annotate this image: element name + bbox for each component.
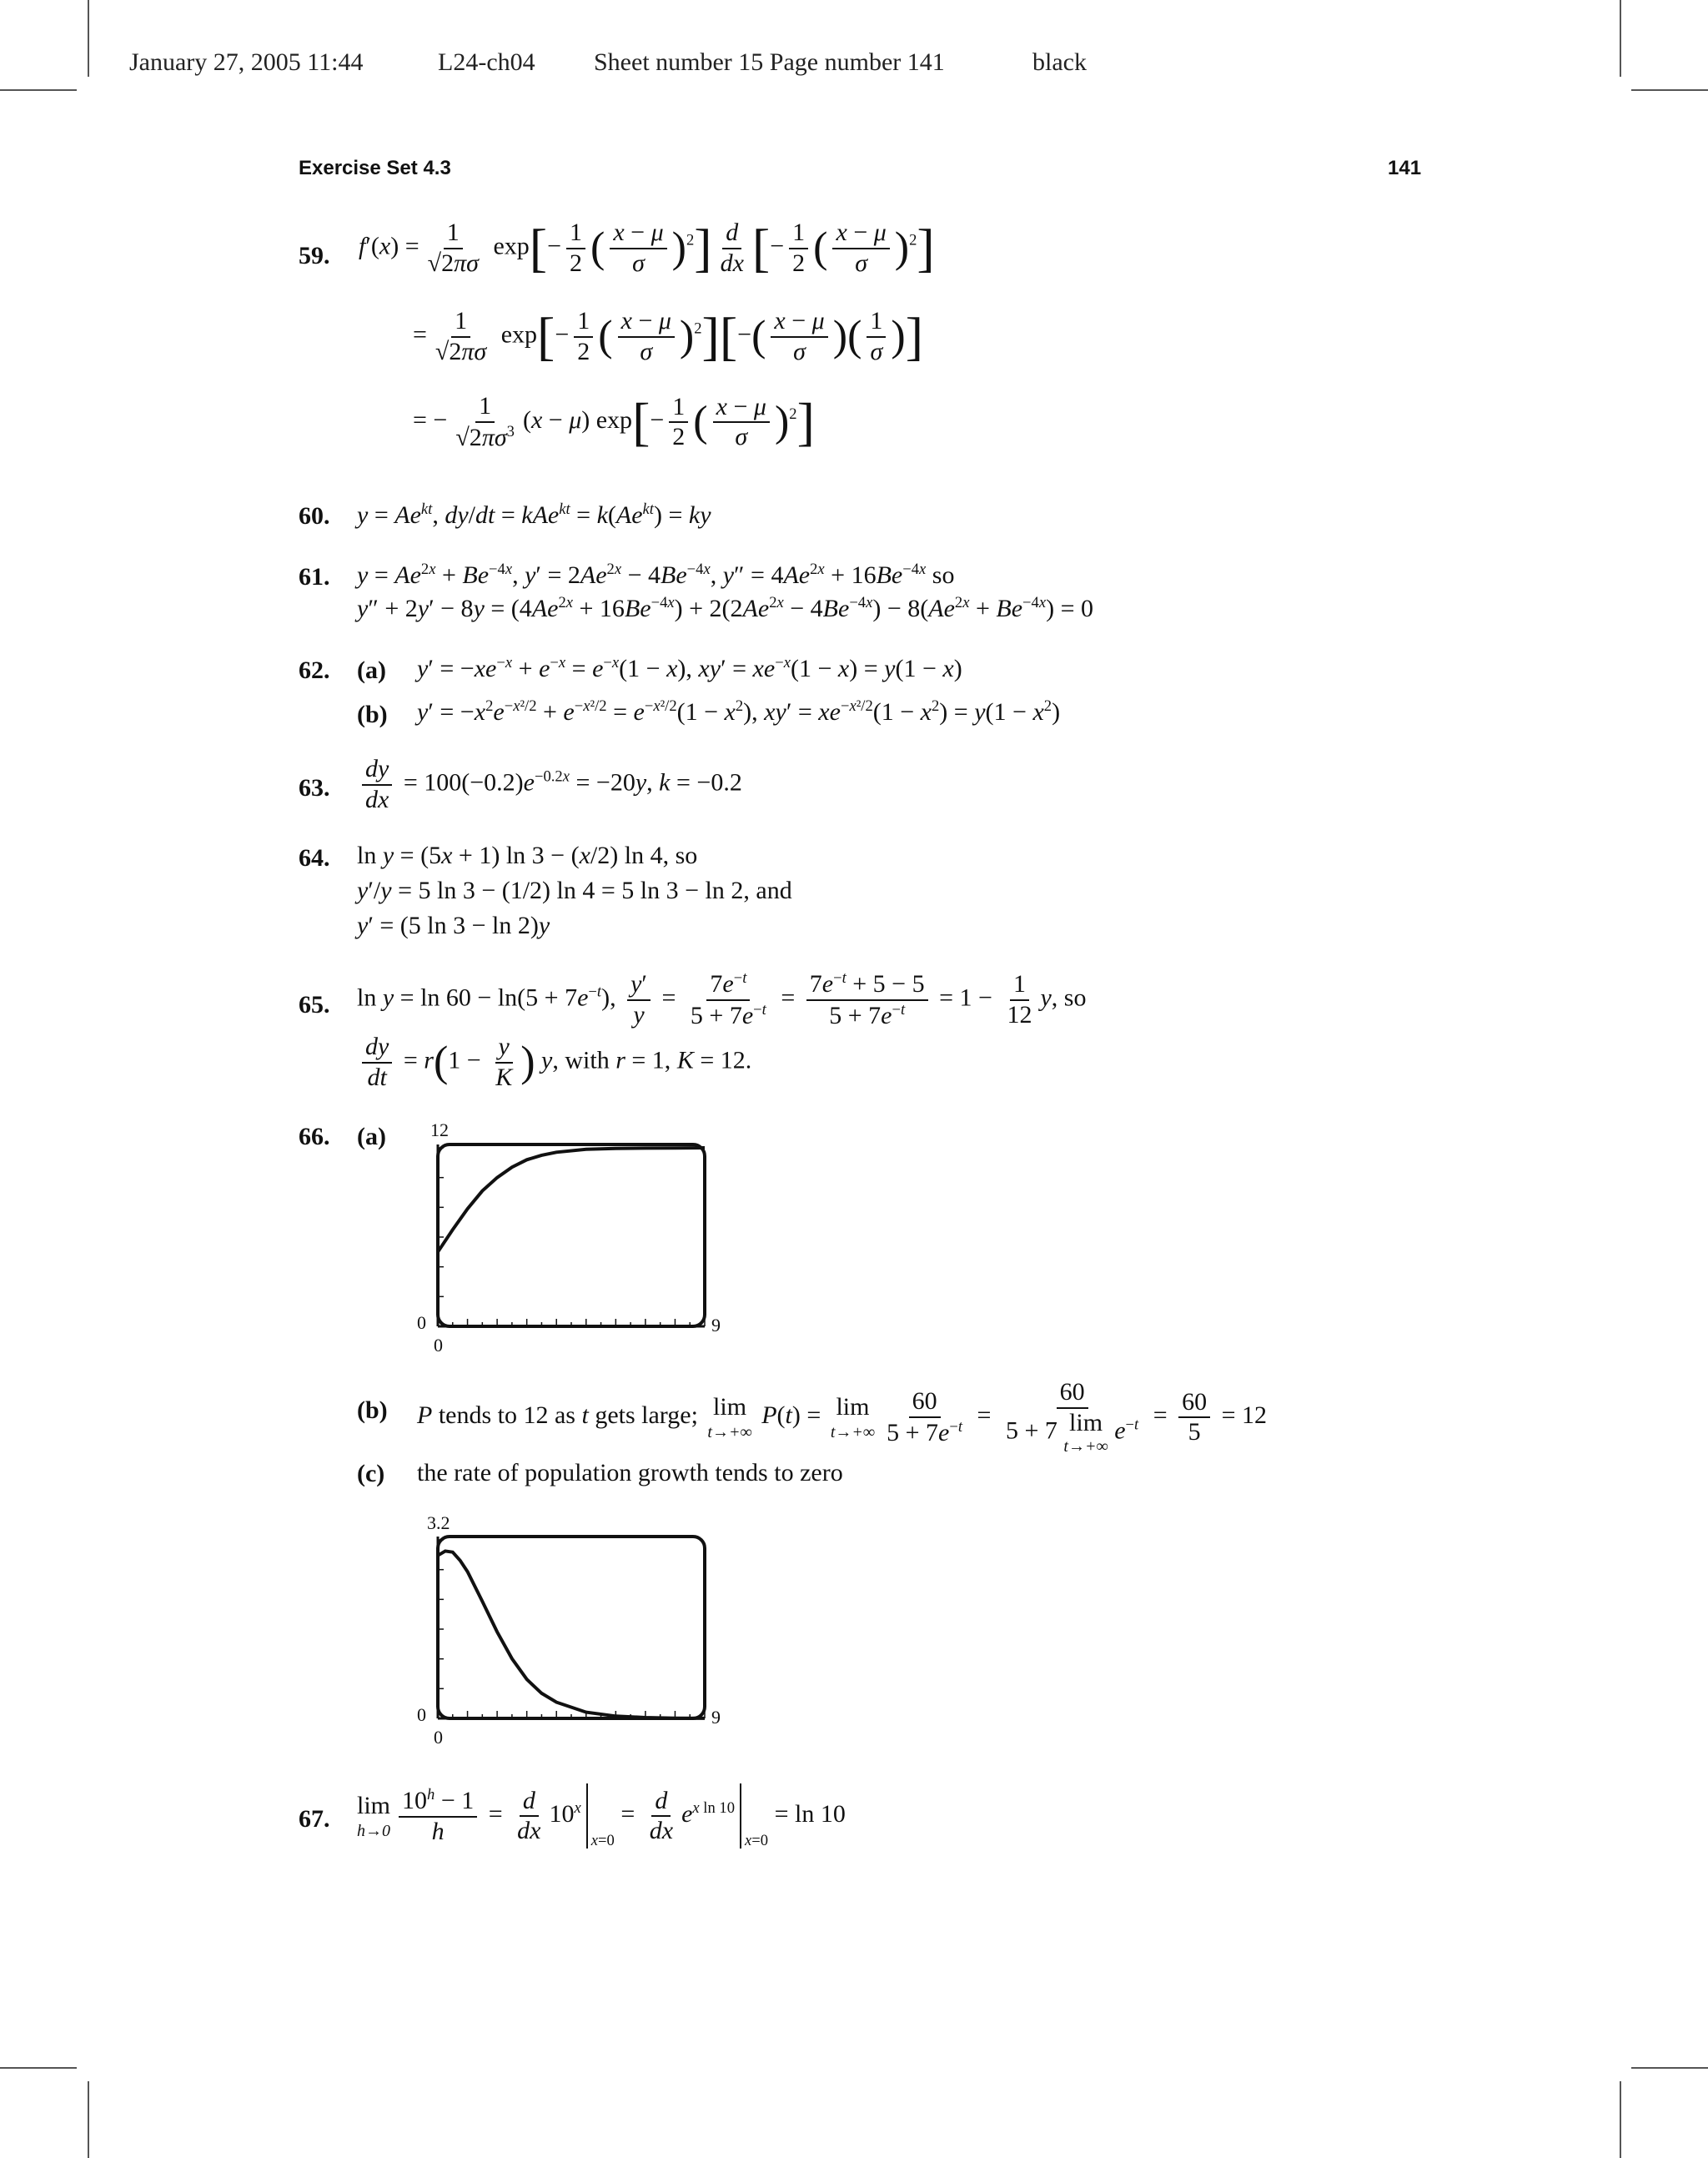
equation: $\frac{dy}{dt}$ = r(1 − $\frac{y}{K}$ ) y, with r = 1, K = 12.: [357, 1033, 751, 1092]
text: tends to 12 as: [438, 1401, 575, 1429]
x-left-tick-label: 0: [434, 1727, 443, 1748]
equation: $y = Ae^{2x} + Be^{-4x}$, $y' = 2Ae^{2x} - 4Be^{-4x}$, $y'' = 4Ae^{2x} + 16Be^{-4x}$ so: [357, 561, 955, 589]
part-label: (b): [357, 701, 388, 728]
equation: f′(x) = $\frac{1}{√2\pi\sigma}$ exp[− $\frac{1}{2}$ ( $\frac{x - \mu}{\sigma}$ )$^2$] $\frac{d}{dx}$ [− $\frac{1}{2}$ ( $\frac{x - \mu}{\sigma}$ )$^2$]: [359, 218, 935, 278]
running-header-sheet: Sheet number 15 Page number 141: [594, 48, 945, 76]
equation: $\ln y = \ln 60 - \ln(5 + 7e^{-t})$, $\frac{y'}{y}$ = $\frac{7e^{-t}}{5 + 7e^{-t}}$ = $\frac{7e^{-t} + 5 - 5}{5 + 7e^{-t}}$ = 1 − $\frac{1}{12}$ y, so: [357, 969, 1087, 1029]
equation: y′ = (5 ln 3 − ln 2)y: [357, 912, 550, 939]
growth-rate-curve: [438, 1551, 705, 1718]
word: and: [756, 877, 792, 904]
problem-number: 59.: [299, 242, 330, 269]
y-top-tick-label: 12: [430, 1119, 449, 1140]
population-curve: [438, 1148, 705, 1252]
running-header-color: black: [1032, 48, 1087, 76]
running-header-file: L24-ch04: [438, 48, 535, 76]
equation: $y = Ae^{kt}$, $dy/dt = kAe^{kt} = k(Ae^{kt})$ = ky: [357, 501, 711, 529]
chart-population: [425, 1136, 717, 1333]
problem-number: 65.: [299, 991, 330, 1019]
equation: $y' = -x^2e^{-x^2/2} + e^{-x^2/2} = e^{-x^2/2}(1 - x^2)$, $xy' = xe^{-x^2/2}(1 - x^2) = y(1 - x^2)$: [417, 697, 1061, 726]
crop-mark: [88, 2081, 89, 2158]
y-bottom-tick-label: 0: [417, 1312, 426, 1333]
problem-number: 62.: [299, 656, 330, 684]
word: with: [565, 1046, 610, 1074]
crop-mark: [1631, 2067, 1708, 2069]
equation: lim h→0 $\frac{10^h - 1}{h}$ = $\frac{d}{dx}$ $10^x_{x=0}$ = $\frac{d}{dx}$ $e^{x ln 10}_{x=0} = \ln 10$: [357, 1783, 846, 1850]
plot-frame: [438, 1144, 705, 1326]
crop-mark: [1620, 0, 1621, 77]
y-bottom-tick-label: 0: [417, 1704, 426, 1725]
part-label: (a): [357, 656, 386, 684]
equation: $y' = -xe^{-x} + e^{-x} = e^{-x}(1 - x)$, $xy' = xe^{-x}(1 - x) = y(1 - x)$: [417, 654, 962, 682]
problem-number: 61.: [299, 563, 330, 591]
y-top-tick-label: 3.2: [427, 1512, 450, 1533]
plot-frame: [438, 1537, 705, 1718]
crop-mark: [0, 2067, 77, 2069]
crop-mark: [1620, 2081, 1621, 2158]
problem-number: 66.: [299, 1123, 330, 1150]
part-label: (a): [357, 1123, 386, 1150]
equation: ln y = (5x + 1) ln 3 − (x/2) ln 4, so: [357, 842, 698, 869]
x-left-tick-label: 0: [434, 1335, 443, 1356]
equation: y′/y = 5 ln 3 − (1/2) ln 4 = 5 ln 3 − ln 2, and: [357, 877, 792, 904]
section-title: Exercise Set 4.3: [299, 157, 451, 179]
chart-growth-rate: [425, 1528, 717, 1725]
problem-number: 64.: [299, 844, 330, 872]
part-label: (c): [357, 1460, 385, 1487]
crop-mark: [0, 89, 77, 91]
running-header-date: January 27, 2005 11:44: [129, 48, 364, 76]
problem-number: 63.: [299, 774, 330, 802]
equation: $\frac{dy}{dx}$ = $100(-0.2)e^{-0.2x} = -20y$, k = −0.2: [357, 755, 742, 814]
problem-number: 60.: [299, 502, 330, 530]
crop-mark: [88, 0, 89, 77]
text: gets large;: [595, 1401, 698, 1429]
part-label: (b): [357, 1396, 388, 1424]
equation: $y'' + 2y' - 8y = (4Ae^{2x} + 16Be^{-4x}) + 2(2Ae^{2x} - 4Be^{-4x}) - 8(Ae^{2x} + Be^{-4x}) = 0$: [357, 594, 1094, 622]
x-right-tick-label: 9: [711, 1315, 721, 1336]
crop-mark: [1631, 89, 1708, 91]
word: so: [1063, 983, 1087, 1012]
word: so: [675, 842, 698, 869]
equation: = $\frac{1}{√2\pi\sigma}$ exp[− $\frac{1}{2}$ ( $\frac{x - \mu}{\sigma}$ )$^2$][−( $\frac{x - \mu}{\sigma}$ )( $\frac{1}{\sigma}$ )]: [413, 306, 924, 366]
equation: = − $\frac{1}{√2\pi\sigma^3}$ (x − μ) exp[− $\frac{1}{2}$ ( $\frac{x - \mu}{\sigma}$ )$^2$]: [413, 392, 815, 451]
page-number: 141: [1388, 157, 1422, 179]
x-right-tick-label: 9: [711, 1707, 721, 1728]
text: the rate of population growth tends to zero: [417, 1459, 843, 1486]
problem-number: 67.: [299, 1805, 330, 1833]
equation: P tends to 12 as t gets large; lim t→+∞ P(t) = lim t→+∞ $\frac{60}{5 + 7e^{-t}}$ = 60 5 + 7 lim t→+∞ $e^{-t}$ = $\frac{60}{5}$ = 12: [417, 1378, 1268, 1456]
